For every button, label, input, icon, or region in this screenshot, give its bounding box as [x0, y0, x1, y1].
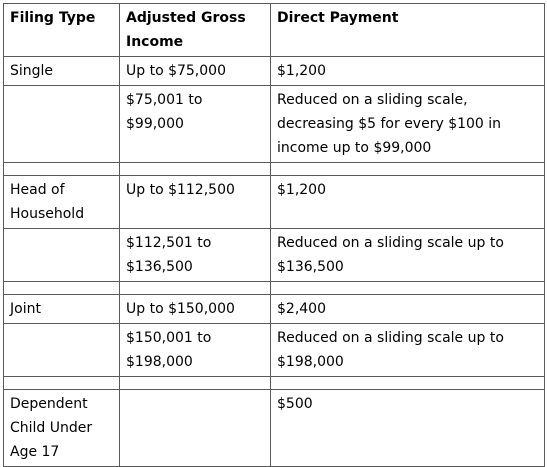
table-row [4, 229, 545, 282]
filing-type-cell: Dependent Child Under Age 17 [4, 390, 120, 467]
empty-cell [120, 282, 271, 295]
header-row [4, 4, 545, 57]
table-row [4, 295, 545, 324]
payment-cell: $1,200 [271, 176, 545, 229]
table-row [4, 86, 545, 163]
income-cell: $112,501 to $136,500 [120, 229, 271, 282]
empty-cell [4, 163, 120, 176]
payment-cell: Reduced on a sliding scale up to $198,000 [271, 324, 545, 377]
income-cell [120, 390, 271, 467]
header-filing-type: Filing Type [4, 4, 120, 57]
payment-cell: Reduced on a sliding scale, decreasing $5 for every $100 in income up to $99,000 [271, 86, 545, 163]
spacer-row [4, 282, 545, 295]
header-adjusted-gross-income: Adjusted Gross Income [120, 4, 271, 57]
empty-cell [271, 282, 545, 295]
income-cell: $150,001 to $198,000 [120, 324, 271, 377]
filing-type-cell [4, 324, 120, 377]
filing-type-cell: Joint [4, 295, 120, 324]
income-cell: $75,001 to $99,000 [120, 86, 271, 163]
payment-table [3, 3, 545, 467]
empty-cell [271, 377, 545, 390]
payment-cell: Reduced on a sliding scale up to $136,500 [271, 229, 545, 282]
payment-cell: $500 [271, 390, 545, 467]
table-row [4, 390, 545, 467]
payment-cell: $1,200 [271, 57, 545, 86]
filing-type-cell: Head of Household [4, 176, 120, 229]
spacer-row [4, 377, 545, 390]
filing-type-cell [4, 86, 120, 163]
empty-cell [4, 377, 120, 390]
table-row [4, 324, 545, 377]
empty-cell [4, 282, 120, 295]
income-cell: Up to $112,500 [120, 176, 271, 229]
spacer-row [4, 163, 545, 176]
empty-cell [120, 377, 271, 390]
payment-cell: $2,400 [271, 295, 545, 324]
filing-type-cell: Single [4, 57, 120, 86]
table-row [4, 57, 545, 86]
income-cell: Up to $75,000 [120, 57, 271, 86]
income-cell: Up to $150,000 [120, 295, 271, 324]
empty-cell [271, 163, 545, 176]
header-direct-payment: Direct Payment [271, 4, 545, 57]
filing-type-cell [4, 229, 120, 282]
empty-cell [120, 163, 271, 176]
table-row [4, 176, 545, 229]
